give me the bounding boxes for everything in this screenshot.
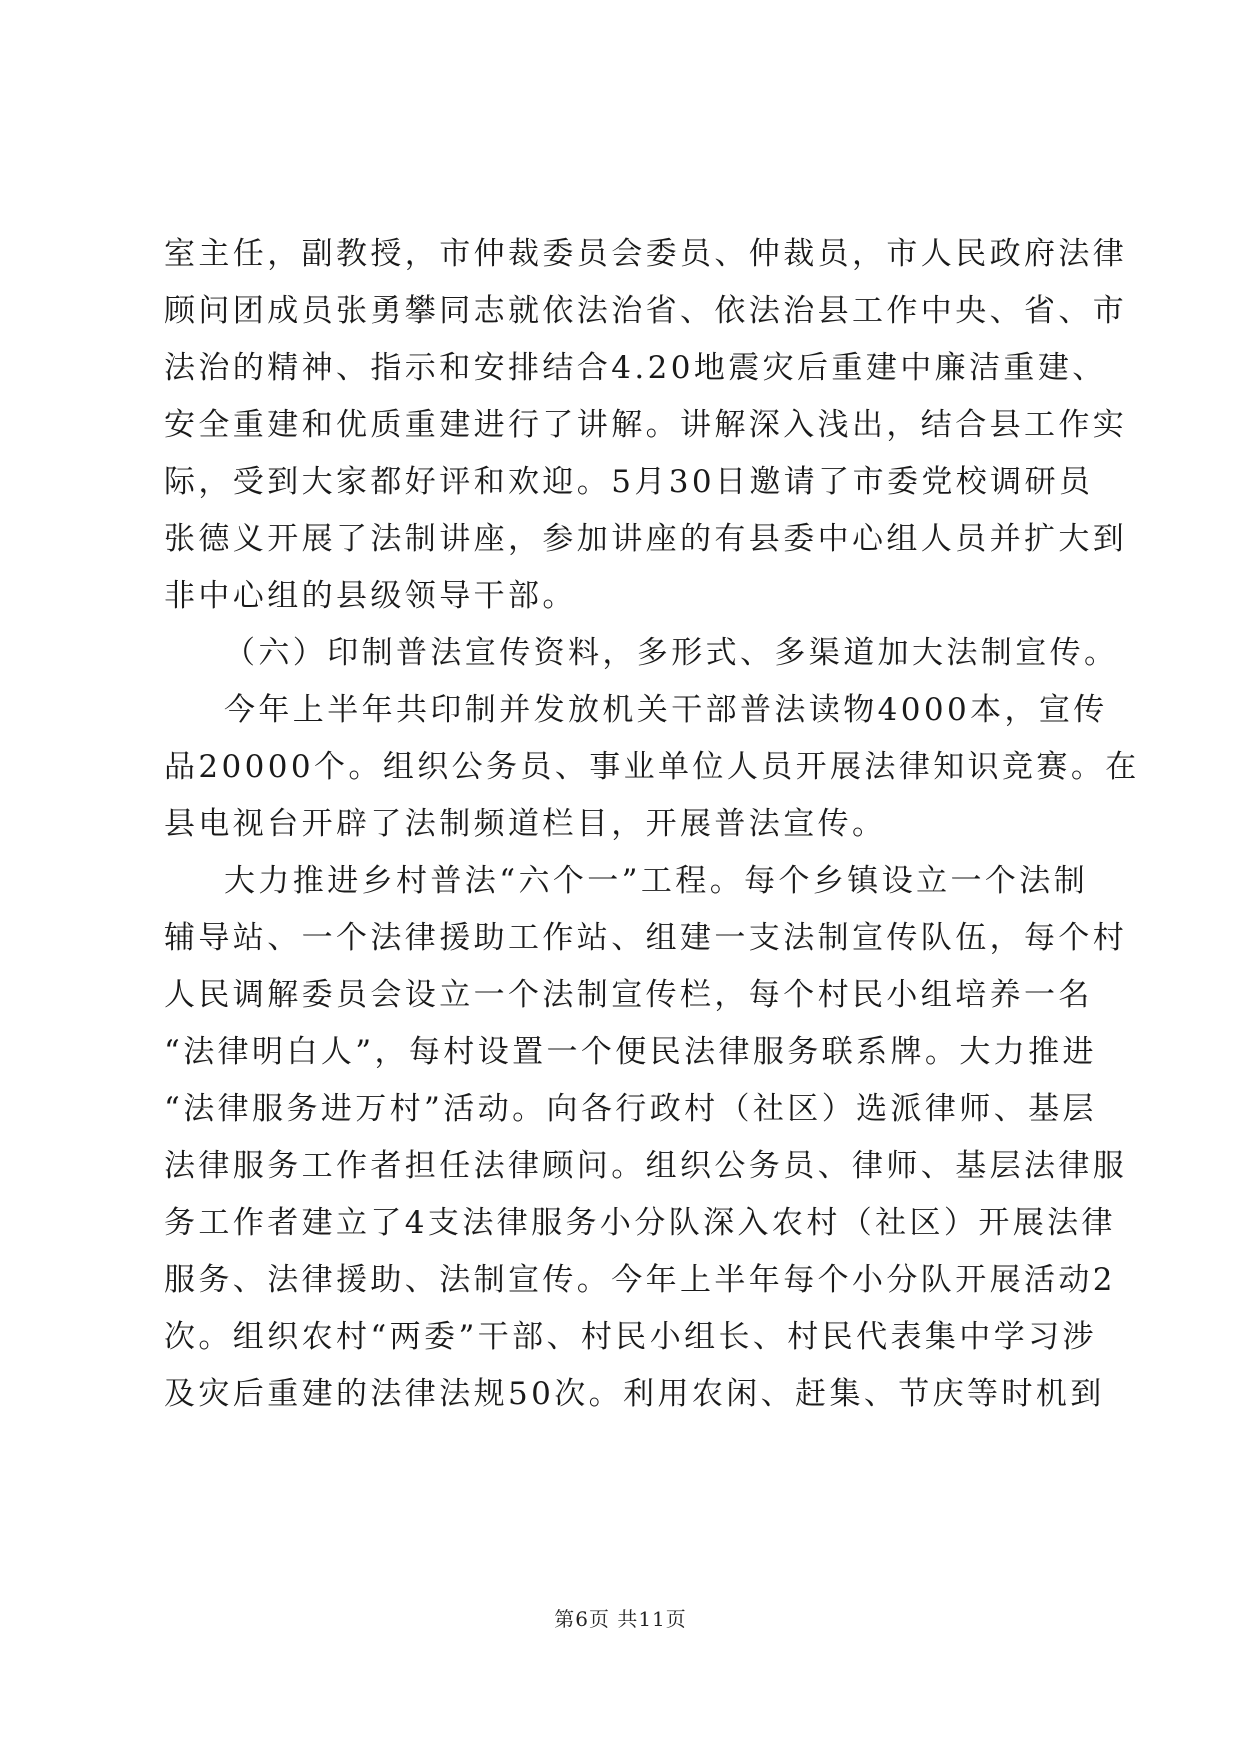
text-line: 大力推进乡村普法“六个一”工程。每个乡镇设立一个法制 [224,863,1089,899]
text-line: 品20000个。组织公务员、事业单位人员开展法律知识竞赛。在 [164,749,1140,785]
text-line: 人民调解委员会设立一个法制宣传栏，每个村民小组培养一名 [164,977,1093,1013]
text-line: 室主任，副教授，市仲裁委员会委员、仲裁员，市人民政府法律 [164,236,1128,272]
text-line: 县电视台开辟了法制频道栏目，开展普法宣传。 [164,806,887,842]
text-line: 及灾后重建的法律法规50次。利用农闲、赶集、节庆等时机到 [164,1376,1105,1412]
text-line: 顾问团成员张勇攀同志就依法治省、依法治县工作中央、省、市 [164,293,1128,329]
text-line: 法治的精神、指示和安排结合4.20地震灾后重建中廉洁重建、 [164,350,1107,386]
text-line: （六）印制普法宣传资料，多形式、多渠道加大法制宣传。 [224,635,1119,671]
text-line: 际，受到大家都好评和欢迎。5月30日邀请了市委党校调研员 [164,464,1094,500]
text-line: 服务、法律援助、法制宣传。今年上半年每个小分队开展活动2 [164,1262,1116,1298]
text-line: 次。组织农村“两委”干部、村民小组长、村民代表集中学习涉 [164,1319,1097,1355]
page-footer: 第6页 共11页 [554,1607,687,1631]
text-line: 法律服务工作者担任法律顾问。组织公务员、律师、基层法律服 [164,1148,1128,1184]
text-line: 辅导站、一个法律援助工作站、组建一支法制宣传队伍，每个村 [164,920,1128,956]
text-line: 非中心组的县级领导干部。 [164,578,577,614]
text-line: 务工作者建立了4支法律服务小分队深入农村（社区）开展法律 [164,1205,1116,1241]
text-line: “法律服务进万村”活动。向各行政村（社区）选派律师、基层 [164,1091,1097,1127]
body-text [164,226,1140,1423]
text-line: 张德义开展了法制讲座，参加讲座的有县委中心组人员并扩大到 [164,521,1128,557]
text-line: 安全重建和优质重建进行了讲解。讲解深入浅出，结合县工作实 [164,407,1128,443]
text-line: “法律明白人”，每村设置一个便民法律服务联系牌。大力推进 [164,1034,1097,1070]
text-line: 今年上半年共印制并发放机关干部普法读物4000本，宣传 [224,692,1108,728]
